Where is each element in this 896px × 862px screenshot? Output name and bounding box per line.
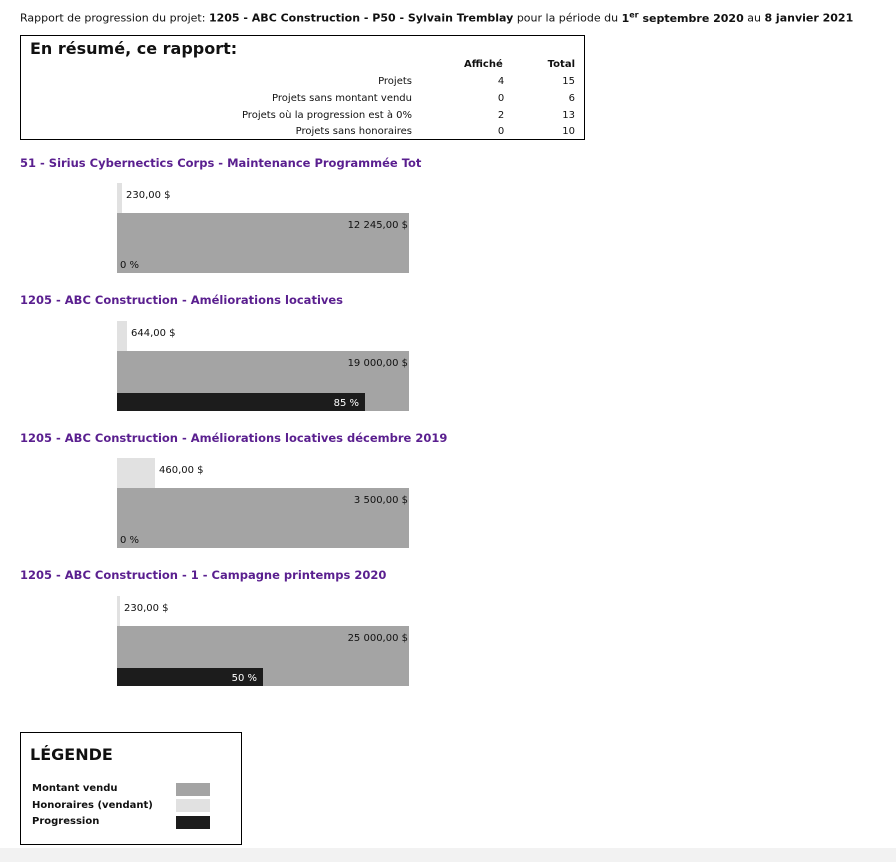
legend-swatch-fees (176, 799, 210, 812)
page-bottom-strip (0, 848, 896, 862)
project-title[interactable]: 1205 - ABC Construction - Améliorations locatives (20, 293, 344, 307)
summary-row-shown: 4 (497, 76, 505, 87)
report-header (20, 10, 853, 25)
project-chart (117, 183, 409, 293)
header-project: 1205 - ABC Construction - P50 - Sylvain Tremblay (208, 11, 514, 25)
header-prefix: Rapport de progression du projet: (20, 11, 206, 25)
column-header-shown: Affiché (464, 59, 503, 70)
header-and-text: au (747, 11, 761, 25)
summary-row-total: 15 (562, 76, 575, 87)
legend-swatch-sold (176, 783, 210, 796)
fees-bar (117, 183, 122, 213)
sold-amount-label: 19 000,00 $ (347, 358, 408, 369)
legend-title: LÉGENDE (30, 745, 113, 764)
legend-box (20, 732, 242, 845)
summary-row-label: Projets (378, 76, 412, 87)
fees-bar (117, 458, 155, 488)
project-title[interactable]: 1205 - ABC Construction - Améliorations locatives décembre 2019 (20, 431, 448, 445)
summary-row-total: 13 (562, 110, 575, 121)
start-month-year: septembre 2020 (642, 11, 744, 25)
project-title[interactable]: 1205 - ABC Construction - 1 - Campagne printemps 2020 (20, 568, 387, 582)
fees-label: 230,00 $ (124, 603, 169, 614)
fees-label: 644,00 $ (131, 328, 176, 339)
progress-label: 0 % (120, 260, 140, 271)
project-chart (117, 596, 409, 706)
summary-row-label: Projets où la progression est à 0% (241, 110, 412, 121)
fees-label: 460,00 $ (159, 465, 204, 476)
start-day: 1 (621, 11, 630, 25)
sold-amount-label: 3 500,00 $ (353, 495, 408, 506)
progress-label: 50 % (231, 673, 257, 684)
legend-label-progress: Progression (32, 816, 100, 827)
summary-row-label: Projets sans honoraires (295, 126, 412, 137)
summary-row-total: 10 (562, 126, 575, 137)
summary-title: En résumé, ce rapport: (30, 39, 238, 58)
project-chart (117, 321, 409, 431)
legend-label-sold: Montant vendu (32, 783, 118, 794)
summary-box (20, 35, 585, 140)
progress-bar (117, 393, 365, 411)
header-end-date: 8 janvier 2021 (764, 11, 854, 25)
project-chart (117, 458, 409, 568)
summary-row-shown: 0 (497, 93, 505, 104)
start-day-suffix: er (629, 10, 639, 19)
fees-label: 230,00 $ (126, 190, 171, 201)
summary-row-shown: 0 (497, 126, 505, 137)
column-header-total: Total (547, 59, 575, 70)
header-period-text: pour la période du (516, 11, 619, 25)
progress-label: 0 % (120, 535, 140, 546)
sold-amount-label: 25 000,00 $ (347, 633, 408, 644)
fees-bar (117, 596, 120, 626)
header-start-date (622, 12, 744, 25)
legend-label-fees: Honoraires (vendant) (32, 800, 153, 811)
summary-row-total: 6 (568, 93, 575, 104)
legend-swatch-progress (176, 816, 210, 829)
summary-row-shown: 2 (497, 110, 505, 121)
project-title[interactable]: 51 - Sirius Cybernectics Corps - Maintenance Programmée Tot (20, 156, 422, 170)
summary-row-label: Projets sans montant vendu (272, 93, 412, 104)
progress-label: 85 % (333, 398, 359, 409)
fees-bar (117, 321, 127, 351)
sold-amount-label: 12 245,00 $ (347, 220, 408, 231)
